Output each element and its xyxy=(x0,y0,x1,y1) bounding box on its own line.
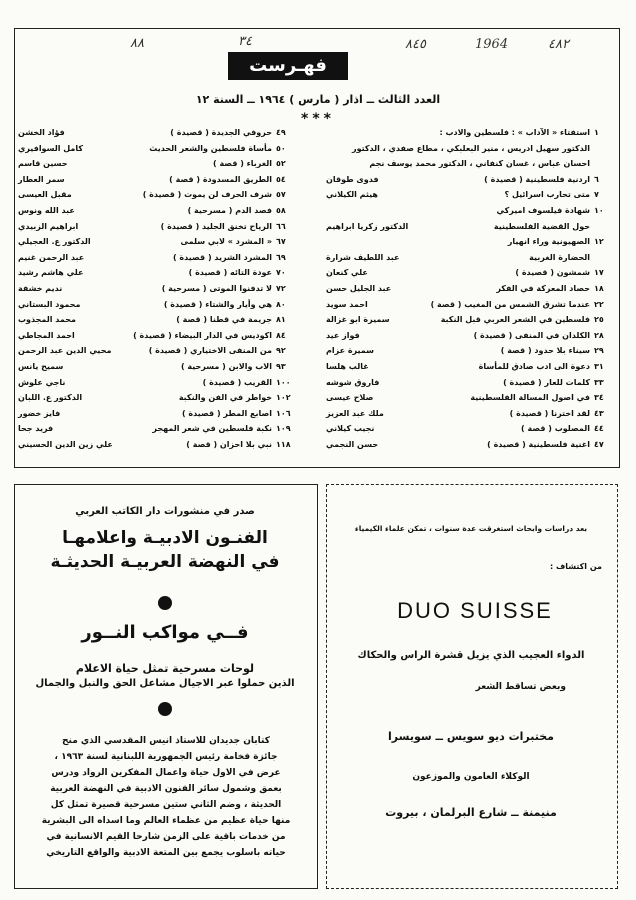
book-ad-body-line: عرض في الاول حياة واعمال المفكرين الرواد ودرس xyxy=(51,768,281,778)
issue-line: العدد الثالث ــ اذار ( مارس ) ١٩٦٤ ــ السنة ١٢ xyxy=(195,93,441,106)
book-ad-body-line: جائزة فخامة رئيس الجمهورية اللبنانية لسنة ١٩٦٣ ، xyxy=(54,752,278,762)
toc-author: فريد جحا xyxy=(18,424,54,434)
toc-entry xyxy=(18,377,296,389)
toc-title: حول القضية الفلسطينية xyxy=(493,221,590,231)
toc-entry xyxy=(326,377,614,389)
toc-title: فلسطين في الشعر العربي قبل النكبة xyxy=(440,315,590,325)
toc-title: الكلدان في المنفى ( قصيدة ) xyxy=(473,330,590,340)
product-ad-frame xyxy=(326,484,618,889)
toc-page-number: ١٧ xyxy=(594,268,604,278)
toc-title: المصلوب ( قصة ) xyxy=(521,424,590,434)
toc-entry xyxy=(326,221,614,233)
bullet-dot-1 xyxy=(158,596,172,610)
toc-title: شمشون ( قصيدة ) xyxy=(515,268,590,278)
toc-entry xyxy=(18,174,296,186)
toc-entry xyxy=(18,408,296,420)
toc-entry xyxy=(326,283,614,295)
toc-page-number: ٤٩ xyxy=(276,128,286,137)
toc-entry xyxy=(326,299,614,311)
book-ad-body-line: حياته باسلوب يجمع بين المتعة الادبية والواقع التاريخي xyxy=(46,848,286,858)
book-ad-body-line: بعمق وشمول سائر الفنون الادبية في النهضة العربية xyxy=(50,784,282,794)
bullet-dot-2 xyxy=(158,702,172,716)
toc-page-number: ١٠٦ xyxy=(276,408,291,418)
agent-address: منيمنة ــ شارع البرلمان ، بيروت xyxy=(385,806,557,819)
toc-page-number: ١١٨ xyxy=(276,440,291,449)
toc-entry xyxy=(18,314,296,326)
toc-entry xyxy=(326,439,614,451)
toc-page-number: ٥٤ xyxy=(276,174,286,184)
toc-entry xyxy=(18,299,296,311)
toc-title: « المشرد » لابي سلمى xyxy=(180,237,272,247)
toc-title: حصاد المعركة في الفكر xyxy=(496,284,590,293)
toc-author: نديم خشفة xyxy=(18,284,63,293)
toc-page-number: ١٠٩ xyxy=(276,424,291,434)
toc-entry xyxy=(18,252,296,264)
toc-page-number: ٦٧ xyxy=(276,237,286,247)
toc-title: مأساة فلسطين والشعر الحديث xyxy=(149,143,272,153)
toc-author: الدكتور ع. اللبان xyxy=(18,393,83,403)
toc-page-number: ٨١ xyxy=(276,315,286,325)
toc-page-number: ٢٢ xyxy=(594,299,604,309)
toc-entry xyxy=(326,267,614,279)
book-ad-body-line: الحديثة ، وضم الثاني ستين مسرحية قصيرة تمثل كل xyxy=(50,800,282,810)
toc-entry xyxy=(326,205,614,217)
toc-author: فواز عيد xyxy=(326,330,360,340)
lab-name: مختبرات ديو سويس ــ سويسرا xyxy=(388,730,554,743)
ad-intro-line2: من اكتشاف : xyxy=(549,562,602,571)
toc-page-number: ١٢ xyxy=(594,237,604,247)
page-title: فهـرست xyxy=(228,52,348,80)
product-description: الدواء العجيب الذي يزيل قشرة الراس والحكاك xyxy=(357,650,585,661)
toc-title: استفتاء « الآداب » : فلسطين والادب : xyxy=(439,128,590,137)
handwritten-mark-4: 1964 xyxy=(475,37,509,52)
toc-page-number: ٣١ xyxy=(594,362,604,371)
toc-page-number: ١٠٢ xyxy=(276,393,291,403)
toc-title: في اصول المسالة الفلسطينية xyxy=(470,393,590,403)
toc-author: سميرة عزام xyxy=(326,346,375,356)
toc-title: الصهيونية وراء انهيار xyxy=(507,237,590,247)
toc-page-number: ٢٩ xyxy=(594,346,604,356)
toc-page-number: ٥٨ xyxy=(276,206,286,215)
toc-author: علي هاشم رشيد xyxy=(18,268,84,278)
book1-title-line1: الفنـون الادبيـة واعلامهـا xyxy=(62,528,268,548)
toc-entry xyxy=(18,361,296,373)
toc-page-number: ١٨ xyxy=(594,284,604,293)
toc-author: حسن النجمي xyxy=(326,440,379,449)
toc-page-number: ٥٢ xyxy=(276,159,286,169)
toc-author: صلاح عيسى xyxy=(326,393,374,403)
toc-author: فدوى طوقان xyxy=(326,174,379,184)
toc-entry xyxy=(326,423,614,435)
toc-title: الرياح تخنق الجليد ( قصيدة ) xyxy=(160,221,272,231)
toc-page-number: ١ xyxy=(594,128,599,137)
ad-intro-line1: بعد دراسات وابحاث استغرقت عدة سنوات ، تمكن علماء الكيمياء xyxy=(354,524,588,533)
toc-entry xyxy=(326,236,614,248)
toc-title: الطريق المسدودة ( قصة ) xyxy=(169,174,272,184)
toc-entry xyxy=(326,392,614,404)
handwritten-mark-1: ٨٨ xyxy=(130,36,144,51)
toc-entry xyxy=(326,252,614,264)
toc-title: هي وأيار والشتاء ( قصيدة ) xyxy=(163,299,272,309)
book-ad-body-line: كتابان جديدان للاستاذ انيس المقدسي الذي منح xyxy=(62,736,270,746)
toc-page-number: ٩٣ xyxy=(276,362,286,371)
toc-author: محمود البستاني xyxy=(18,299,81,309)
book2-subtitle2: الذين حملوا عبر الاجيال مشاعل الحق والنبل والجمال xyxy=(35,678,295,689)
book2-subtitle1: لوحات مسرحية تمثل حياة الاعلام xyxy=(75,662,255,675)
toc-title: نكبة فلسطين في شعر المهجر xyxy=(152,424,272,434)
toc-title: احسان عباس ، غسان كنفاني ، الدكتور محمد يوسف نجم xyxy=(369,159,590,169)
toc-entry xyxy=(18,392,296,404)
toc-title: جريمة في قطنا ( قصة ) xyxy=(176,315,272,325)
toc-title: خواطر في الفن والنكبة xyxy=(178,393,272,403)
toc-title: اردنية فلسطينية ( قصيدة ) xyxy=(484,174,590,184)
toc-entry xyxy=(18,439,296,451)
toc-author: مقبل العيسى xyxy=(18,190,72,200)
toc-author: ناجي علوش xyxy=(18,377,66,387)
toc-page-number: ١٠٠ xyxy=(276,377,291,387)
toc-title: اغنية فلسطينية ( قصيدة ) xyxy=(487,440,590,449)
toc-title: اكوديس في الدار البيضاء ( قصيدة ) xyxy=(133,330,272,340)
toc-author: هيثم الكيلاني xyxy=(326,190,378,200)
toc-title: حروفي الجديدة ( قصيدة ) xyxy=(170,128,272,137)
publisher-line: صدر في منشورات دار الكاتب العربي xyxy=(75,506,255,517)
toc-title: الغرباء ( قصة ) xyxy=(213,159,272,169)
toc-entry xyxy=(18,143,296,155)
toc-page-number: ٩٢ xyxy=(276,346,286,356)
toc-author: عبد الجليل حسن xyxy=(326,284,392,293)
toc-author: عبد اللطيف شرارة xyxy=(326,252,400,262)
toc-page-number: ٣٤ xyxy=(594,393,604,403)
toc-entry xyxy=(18,330,296,342)
toc-entry xyxy=(18,127,296,139)
toc-title: من المنفى الاختياري ( قصيدة ) xyxy=(148,346,272,356)
toc-page-number: ٨٠ xyxy=(276,299,286,309)
toc-title: دعوة الى ادب صادق للمأساة xyxy=(478,362,590,371)
toc-entry xyxy=(326,158,614,170)
toc-author: ابراهيم الزبيدي xyxy=(18,221,79,231)
toc-author: فاروق شوشه xyxy=(326,377,380,387)
toc-author: احمد سويد xyxy=(326,299,368,309)
toc-entry xyxy=(326,314,614,326)
toc-entry xyxy=(326,143,614,155)
toc-page-number: ٤٣ xyxy=(594,408,604,418)
toc-author: سميرة ابو غزالة xyxy=(326,315,390,325)
toc-page-number: ٧٢ xyxy=(276,284,286,293)
toc-title: القريب ( قصيدة ) xyxy=(202,377,272,387)
handwritten-mark-2: ٣٤ xyxy=(238,34,252,49)
toc-title: عودة التائه ( قصيدة ) xyxy=(188,268,272,278)
toc-author: الدكتور ع. العجيلي xyxy=(18,237,91,247)
toc-entry xyxy=(18,221,296,233)
toc-page-number: ٨٤ xyxy=(276,330,286,340)
toc-entry xyxy=(326,127,614,139)
toc-page-number: ٣٣ xyxy=(594,377,604,387)
toc-entry xyxy=(18,189,296,201)
toc-author: عبد الله ونوس xyxy=(18,206,75,215)
toc-page-number: ٤٤ xyxy=(594,424,604,434)
toc-author: سميح يانس xyxy=(18,362,64,371)
toc-page-number: ٧٠ xyxy=(276,268,286,278)
toc-page-number: ٢٥ xyxy=(594,315,604,325)
handwritten-mark-5: ٤٨٢ xyxy=(548,37,569,52)
toc-title: شهادة فيلسوف اميركي xyxy=(496,206,590,215)
toc-entry xyxy=(326,345,614,357)
toc-title: نبي بلا احزان ( قصة ) xyxy=(186,440,272,449)
toc-entry xyxy=(18,267,296,279)
toc-entry xyxy=(18,158,296,170)
toc-title: لا تدفنوا الموتى ( مسرحية ) xyxy=(161,284,272,293)
toc-page-number: ٦٦ xyxy=(276,221,286,231)
toc-entry xyxy=(326,330,614,342)
toc-entry xyxy=(18,283,296,295)
toc-page-number: ١٠ xyxy=(594,206,604,215)
book2-title: فــي مواكب النــور xyxy=(81,622,249,643)
toc-title: المشرد الشريد ( قصيدة ) xyxy=(172,252,272,262)
toc-author: احمد المجاطي xyxy=(18,330,75,340)
toc-author: غالب هلسا xyxy=(326,362,369,371)
toc-title: لقد اخترنا ( قصيدة ) xyxy=(509,408,590,418)
toc-author: علي زين الدين الحسيني xyxy=(18,440,113,449)
toc-title: متى تحارب اسرائيل ؟ xyxy=(504,190,590,200)
stars-divider: *** xyxy=(301,111,335,127)
book-ad-body-line: من خدمات باقية على الزمن شارحا القيم الانسانية في xyxy=(46,832,286,842)
toc-author: ملك عبد العزيز xyxy=(326,408,384,418)
toc-title: الحضارة الغربية xyxy=(529,252,590,262)
toc-author: حسين قاسم xyxy=(18,159,68,169)
toc-entry xyxy=(18,236,296,248)
toc-title: الاب والابن ( مسرحية ) xyxy=(180,362,272,371)
toc-title: اصابع المطر ( قصيدة ) xyxy=(181,408,272,418)
toc-author: فايز خضور xyxy=(18,408,61,418)
toc-page-number: ٦٩ xyxy=(276,252,286,262)
toc-entry xyxy=(326,189,614,201)
toc-title: فصد الدم ( مسرحية ) xyxy=(187,206,272,215)
toc-author: كامل السوافيري xyxy=(18,143,83,153)
toc-page-number: ٢٨ xyxy=(594,330,604,340)
toc-entry xyxy=(18,423,296,435)
toc-page-number: ٥٠ xyxy=(276,143,286,153)
toc-page-number: ٧ xyxy=(594,190,599,200)
toc-entry xyxy=(18,205,296,217)
toc-author: سمر العطار xyxy=(18,174,65,184)
toc-entry xyxy=(326,408,614,420)
toc-author: الدكتور زكريا ابراهيم xyxy=(326,221,409,231)
toc-entry xyxy=(18,345,296,357)
toc-title: سيناء بلا حدود ( قصة ) xyxy=(500,346,590,356)
book1-title-line2: في النهضة العربيـة الحديثـة xyxy=(50,552,280,572)
toc-author: محمد المجذوب xyxy=(18,315,76,325)
handwritten-mark-3: ٨٤٥ xyxy=(405,37,426,52)
product-description-2: وبعض تساقط الشعر xyxy=(475,682,566,692)
toc-title: الدكتور سهيل ادريس ، منير البعلبكي ، مطاع صفدي ، الدكتور xyxy=(351,143,590,153)
toc-author: فؤاد الخشن xyxy=(18,128,65,137)
book-ad-body-line: منها حياة عظيم من عظماء العالم وما اسداه الى البشرية xyxy=(41,816,291,826)
toc-author: نجيب كيلاني xyxy=(326,424,375,434)
toc-page-number: ٦ xyxy=(594,174,599,184)
toc-entry xyxy=(326,174,614,186)
toc-title: كلمات للعار ( قصيدة ) xyxy=(503,377,590,387)
toc-page-number: ٤٧ xyxy=(594,440,604,449)
toc-entry xyxy=(326,361,614,373)
toc-title: شرف الحرف لن يموت ( قصيدة ) xyxy=(142,190,272,200)
toc-title: عندما تشرق الشمس من المغيب ( قصة ) xyxy=(430,299,590,309)
toc-author: عبد الرحمن غنيم xyxy=(18,252,85,262)
toc-page-number: ٥٧ xyxy=(276,190,286,200)
toc-author: علي كنعان xyxy=(326,268,368,278)
brand-name: DUO SUISSE xyxy=(397,598,553,623)
toc-author: محيي الدين عبد الرحمن xyxy=(18,346,112,356)
agents-label: الوكلاء العامون والموزعون xyxy=(412,772,530,782)
